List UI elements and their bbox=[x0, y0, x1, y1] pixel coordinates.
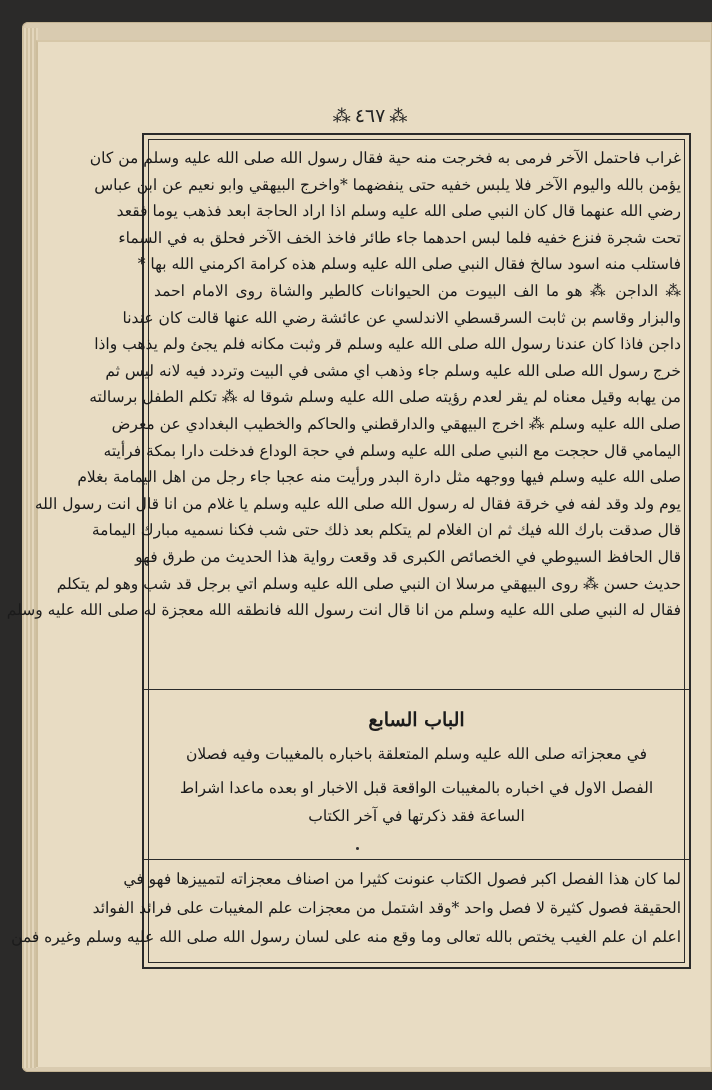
text-line: خرج رسول الله صلى الله عليه وسلم جاء وذهب اي مشى في البيت وتردد فيه لانه ليس ثم bbox=[105, 361, 681, 380]
page-number bbox=[333, 105, 408, 127]
divider bbox=[144, 689, 689, 690]
text-line: فاستلب منه اسود سالخ فقال النبي صلى الله عليه وسلم هذه كرامة اكرمني الله بها * bbox=[137, 255, 681, 274]
text-line: غراب فاحتمل الآخر فرمى به فخرجت منه حية فقال رسول الله صلى الله عليه وسلم من كان bbox=[89, 149, 681, 167]
text-line: من يهابه وقيل معناه لم يقر لعدم رؤيته صلى الله عليه وسلم شوقا له ⁂ تكلم الطفل برسالته bbox=[89, 388, 681, 407]
text-line: ⁂ الداجن ⁂ هو ما الف البيوت من الحيوانات كالطير والشاة روى الامام احمد bbox=[154, 281, 681, 300]
chapter-title: الباب السابع bbox=[368, 709, 465, 731]
text-line: الحقيقة فصول كثيرة لا فصل واحد *وقد اشتمل من معجزات علم المغيبات على فرائد الفوائد bbox=[92, 899, 681, 917]
text-line: اعلم ان علم الغيب يختص بالله تعالى وما وقع منه على لسان رسول الله صلى الله عليه وسلم وغيره فمن bbox=[11, 928, 681, 946]
text-line: والبزار وقاسم بن ثابت السرقسطي الاندلسي عن عائشة رضي الله عنها قالت كان عندنا bbox=[122, 308, 681, 327]
text-line: قال صدقت بارك الله فيك ثم ان الغلام لم يتكلم بعد ذلك حتى شب فكنا نسميه مبارك اليمامة bbox=[91, 521, 681, 540]
text-line: قال الحافظ السيوطي في الخصائص الكبرى قد وقعت رواية هذا الحديث من طرق فهو bbox=[135, 547, 681, 566]
section-title-line-2: الساعة فقد ذكرتها في آخر الكتاب bbox=[308, 807, 525, 825]
ornament-left-icon: ⁂ bbox=[332, 105, 351, 127]
ornament-right-icon: ⁂ bbox=[389, 105, 408, 127]
page-number-text: ٤٦٧ bbox=[354, 105, 386, 127]
text-line: حديث حسن ⁂ روى البيهقي مرسلا ان النبي صلى الله عليه وسلم اتي برجل قد شب وهو لم يتكلم bbox=[56, 574, 681, 593]
divider bbox=[144, 859, 689, 860]
chapter-subtitle: في معجزاته صلى الله عليه وسلم المتعلقة باخباره بالمغيبات وفيه فصلان bbox=[185, 745, 648, 763]
main-text bbox=[6, 145, 681, 624]
text-line: يؤمن بالله واليوم الآخر فلا يلبس خفيه حتى ينفضهما *واخرج البيهقي وابو نعيم عن ابن عباس bbox=[94, 175, 681, 194]
chapter-heading bbox=[144, 697, 689, 862]
text-line: يوم ولد وقد لفه في خرقة فقال له رسول الله صلى الله عليه وسلم يا غلام من انا قال انت رسول الله bbox=[34, 494, 681, 513]
text-line: صلى الله عليه وسلم ⁂ اخرج البيهقي والدارقطني والحاكم والخطيب البغدادي عن معرض bbox=[111, 414, 681, 433]
text-line: داجن فاذا كان عندنا رسول الله صلى الله عليه وسلم قر وثبت مكانه فلم يجئ ولم يذهب واذا bbox=[94, 335, 681, 354]
text-line: فقال له النبي صلى الله عليه وسلم من انا قال انت رسول الله فانطقه الله معجزة له صلى الله عليه وسلم bbox=[6, 601, 681, 620]
text-line: رضي الله عنهما قال كان النبي صلى الله عليه وسلم اذا اراد الحاجة ابعد فذهب يوما فقعد bbox=[116, 202, 681, 221]
text-line: اليمامي قال حججت مع النبي صلى الله عليه وسلم في حجة الوداع فدخلت دارا بمكة فرأيته bbox=[103, 441, 681, 460]
section-text bbox=[11, 865, 681, 952]
text-line: تحت شجرة فنزع خفيه فلما لبس احدهما جاء طائر فاخذ الخف الآخر فحلق به في السماء bbox=[118, 228, 681, 247]
text-line: لما كان هذا الفصل اكبر فصول الكتاب عنونت كثيرا من اصناف معجزاته لتمييزها فهو في bbox=[123, 870, 681, 888]
section-title-line-1: الفصل الاول في اخباره بالمغيبات الواقعة قبل الاخبار او بعده ماعدا اشراط bbox=[179, 779, 654, 797]
text-line: صلى الله عليه وسلم فيها ووجهه مثل دارة البدر ورأيت منه عجبا جاء رجل من اهل اليمامة بغلام bbox=[77, 468, 681, 487]
text-frame bbox=[6, 133, 691, 969]
